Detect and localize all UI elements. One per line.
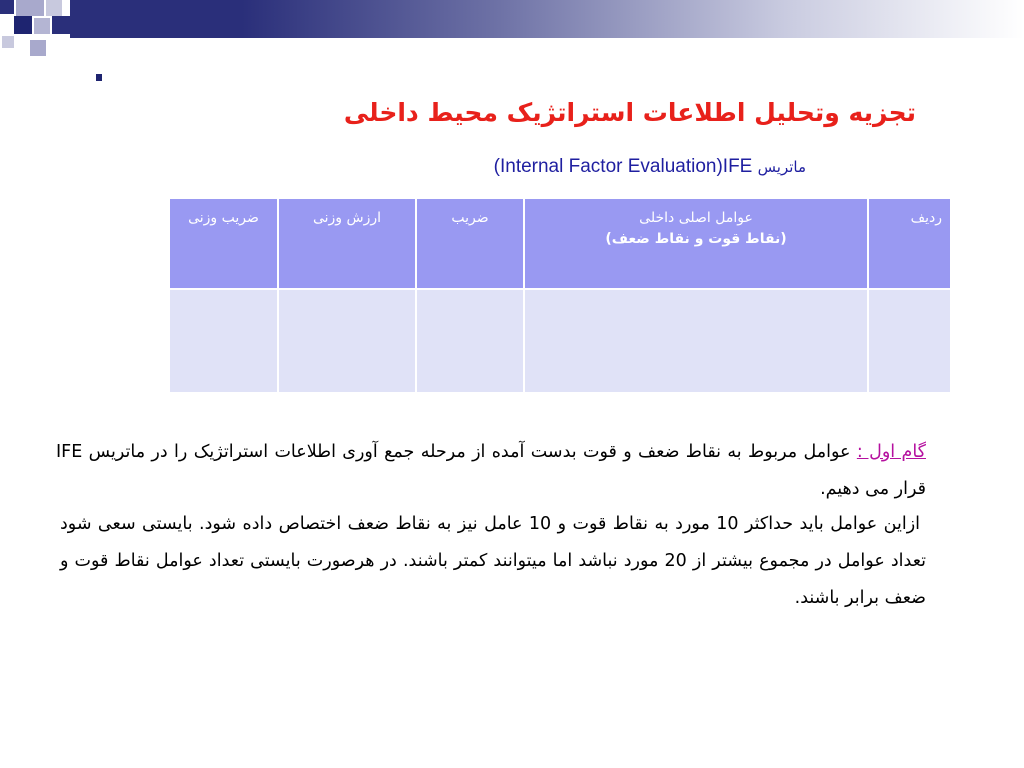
decor-square-6 (52, 16, 70, 34)
table-cell-coefficient (416, 289, 524, 392)
table-header-row (169, 199, 951, 289)
step-one-label: گام اول : (856, 442, 926, 462)
ife-matrix-table (168, 199, 952, 392)
decor-square-3 (46, 0, 62, 16)
title-bullet (96, 74, 102, 81)
decor-square-8 (2, 36, 14, 48)
header-weighted-value: ارزش وزنی (278, 199, 416, 289)
header-main-factors-line1: عوامل اصلی داخلی (639, 210, 753, 226)
table-row (169, 289, 951, 392)
decor-square-5 (34, 18, 50, 34)
table-cell-weighted-coefficient (169, 289, 278, 392)
slide-subtitle (494, 156, 806, 178)
table-cell-radif (868, 289, 951, 392)
decor-square-1 (0, 0, 14, 14)
table-cell-factors (524, 289, 868, 392)
top-decorative-band (70, 0, 1024, 38)
header-coefficient: ضریب (416, 199, 524, 289)
subtitle-persian: ماتریس (757, 158, 806, 176)
subtitle-english: (Internal Factor Evaluation)IFE (493, 156, 753, 177)
decor-square-4 (14, 16, 32, 34)
paragraph-factor-limits: ازاین عوامل باید حداکثر 10 مورد به نقاط قوت و 10 عامل نیز به نقاط ضعف اختصاص داده شود. بایستی سعی شود تعداد عوامل در مجموع بیشتر از 20 مورد نباشد اما میتوانند کمتر باشند. در هرصورت بایستی تعداد عوامل نقاط قوت و ضعف برابر باشند. (60, 514, 927, 608)
decor-square-2 (16, 0, 44, 16)
decor-square-7 (30, 40, 46, 56)
header-main-factors (524, 199, 868, 289)
paragraph-step-one (56, 434, 926, 508)
table-cell-weighted-value (278, 289, 416, 392)
header-radif: ردیف (868, 199, 951, 289)
header-weighted-coefficient: ضریب وزنی (169, 199, 278, 289)
header-main-factors-line2: (نقاط قوت و نقاط ضعف) (605, 231, 787, 247)
slide-title: تجزیه وتحلیل اطلاعات استراتژیک محیط داخلی (343, 98, 916, 127)
step-one-text: عوامل مربوط به نقاط ضعف و قوت بدست آمده از مرحله جمع آوری اطلاعات استراتژیک را در ماتریس IFE قرار می دهیم. (56, 442, 926, 499)
